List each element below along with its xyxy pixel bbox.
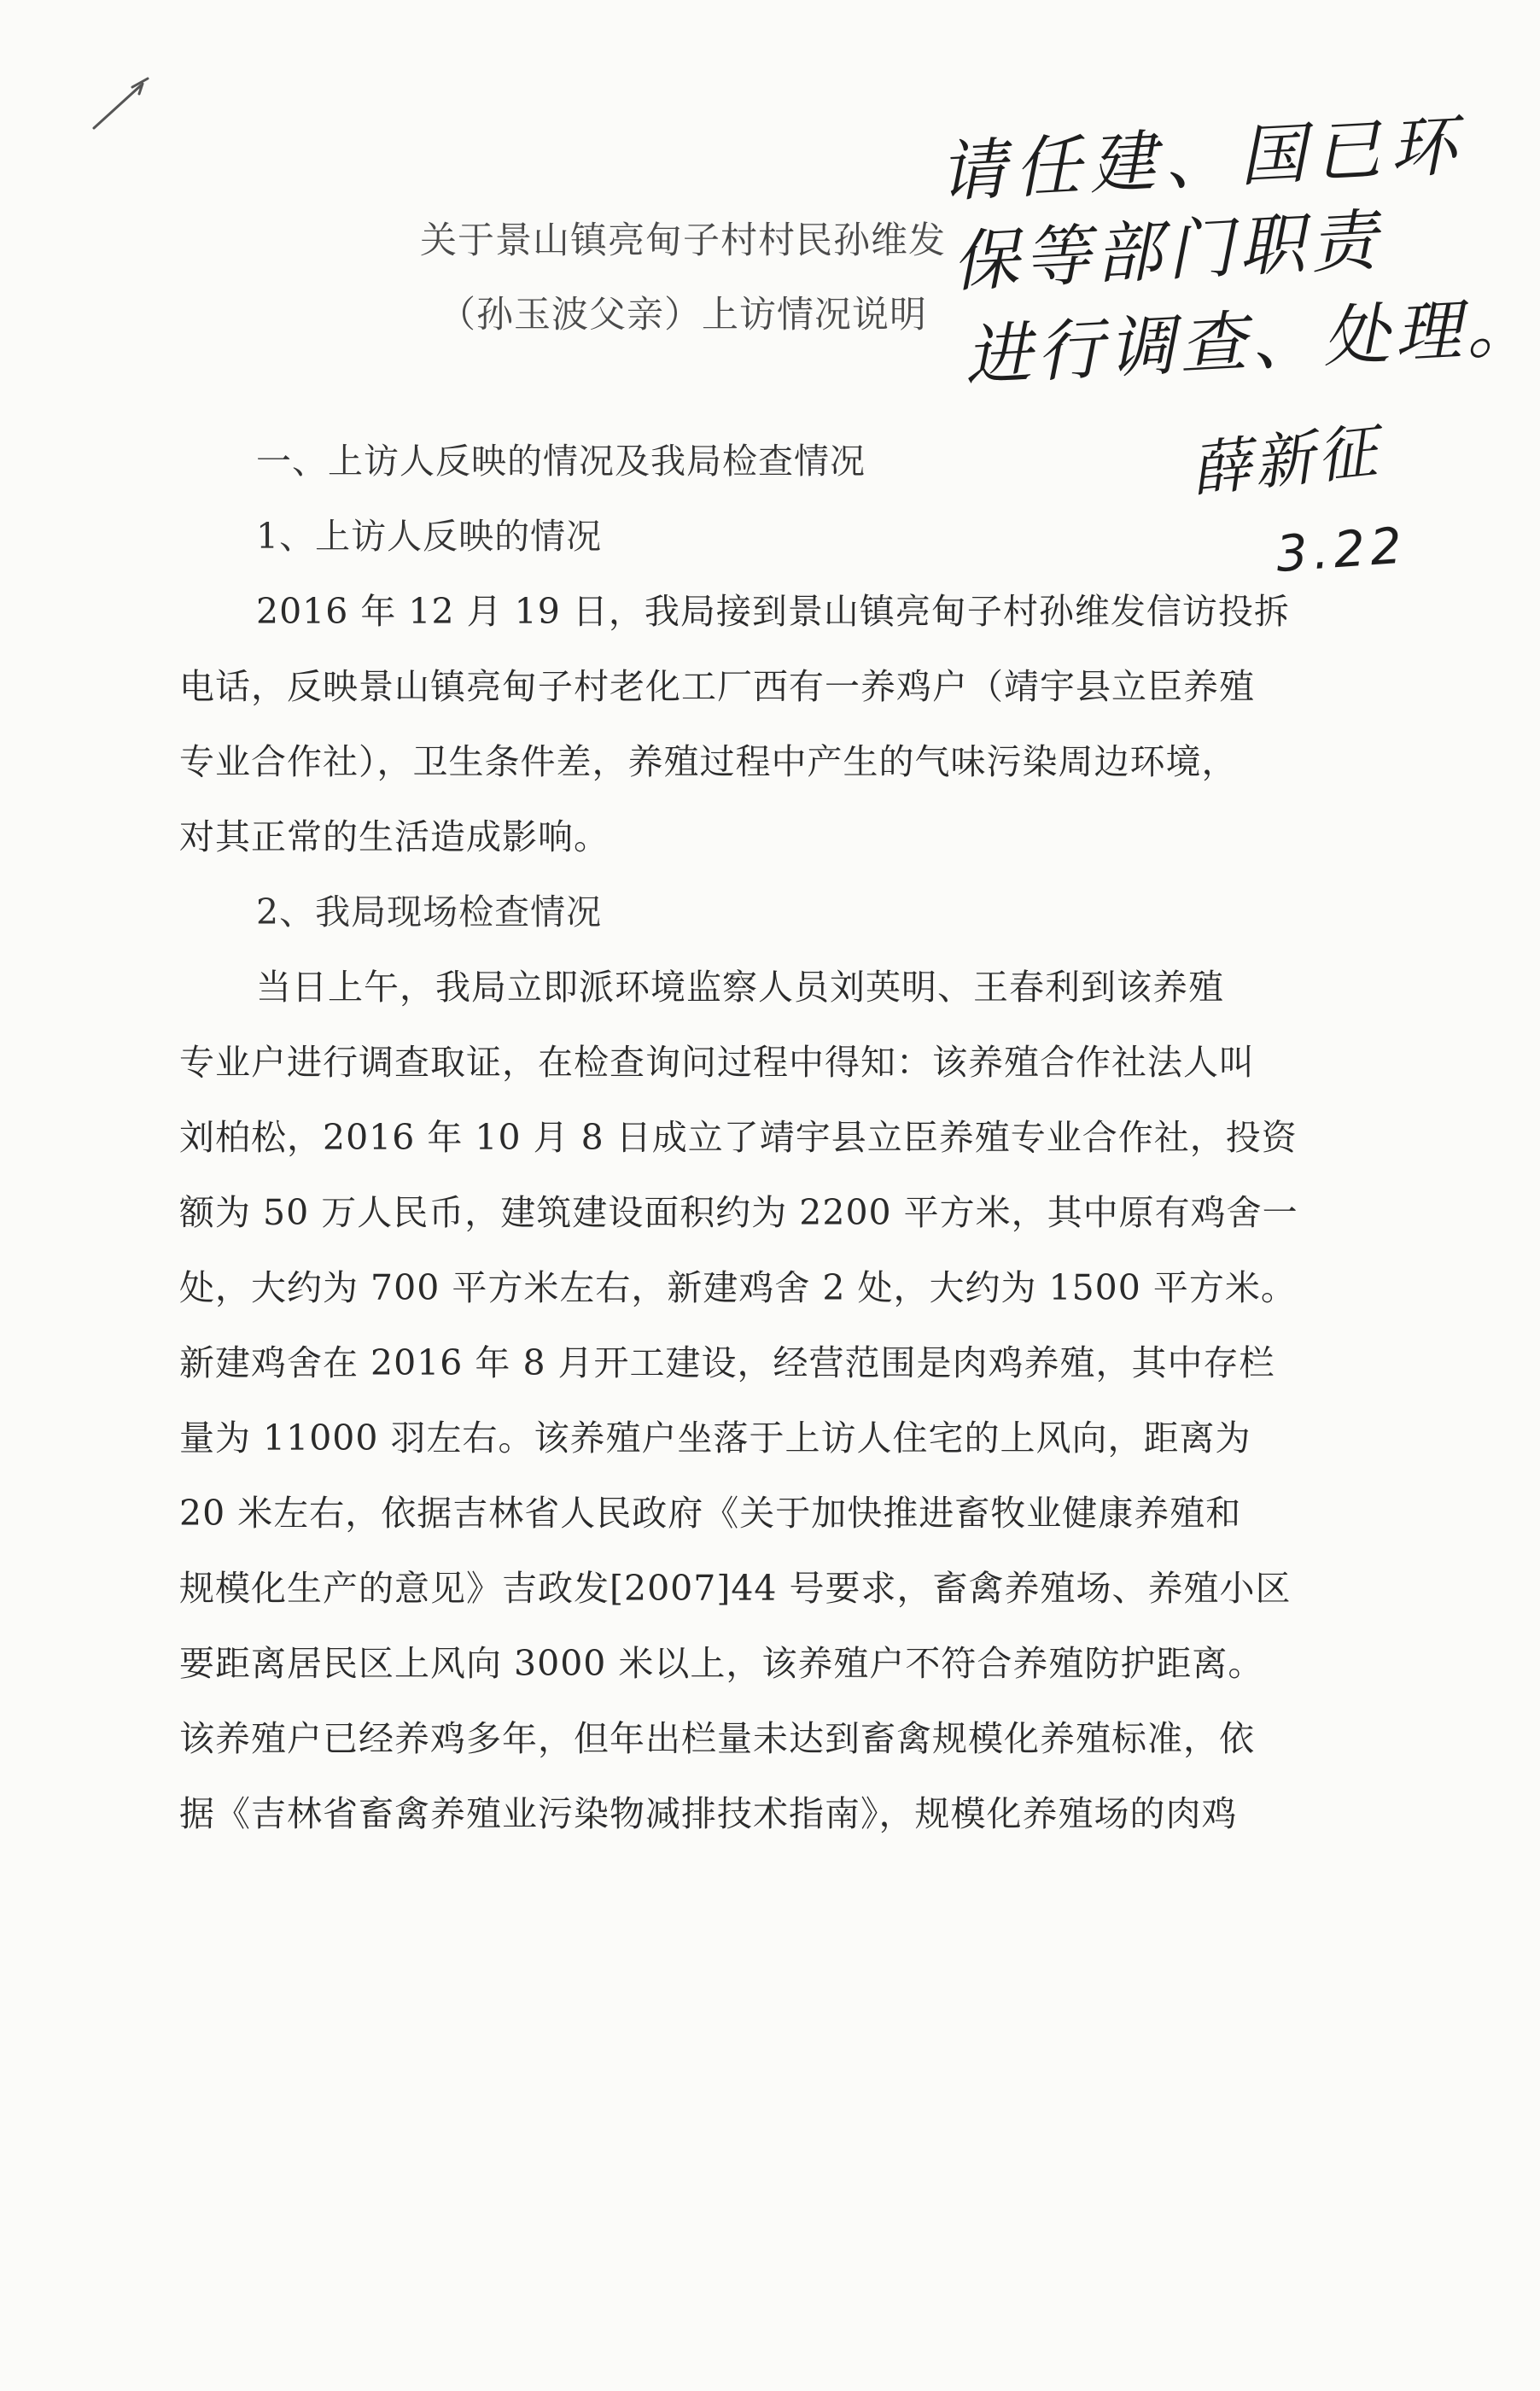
paragraph-1-line: 电话，反映景山镇亮甸子村老化工厂西有一养鸡户（靖宇县立臣养殖 <box>179 666 1255 707</box>
paragraph-2-line: 专业户进行调查取证，在检查询问过程中得知：该养殖合作社法人叫 <box>179 1042 1255 1083</box>
handwritten-signature: 薛新征 <box>1187 415 1384 506</box>
handwritten-instruction-line-3: 进行调查、处理。 <box>963 288 1540 395</box>
paragraph-1-line: 2016 年 12 月 19 日，我局接到景山镇亮甸子村孙维发信访投拆 <box>256 591 1290 632</box>
paragraph-1-line: 对其正常的生活造成影响。 <box>179 816 610 857</box>
paragraph-2-line: 新建鸡舍在 2016 年 8 月开工建设，经营范围是肉鸡养殖，其中存栏 <box>179 1342 1275 1383</box>
paragraph-2-line: 量为 11000 羽左右。该养殖户坐落于上访人住宅的上风向，距离为 <box>179 1418 1251 1459</box>
handwritten-instruction-line-2: 保等部门职责 <box>950 202 1385 301</box>
paragraph-2-line: 刘柏松，2016 年 10 月 8 日成立了靖宇县立臣养殖专业合作社，投资 <box>179 1117 1298 1158</box>
paragraph-2-line: 要距离居民区上风向 3000 米以上，该养殖户不符合养殖防护距离。 <box>179 1643 1264 1684</box>
handwritten-instruction-line-1: 请任建、国已环 <box>937 107 1467 212</box>
subsection-2-heading: 2、我局现场检查情况 <box>256 892 603 932</box>
subsection-1-heading: 1、上访人反映的情况 <box>256 516 603 557</box>
paragraph-2-line: 额为 50 万人民币，建筑建设面积约为 2200 平方米，其中原有鸡舍一 <box>179 1192 1298 1233</box>
paragraph-2-line: 处，大约为 700 平方米左右，新建鸡舍 2 处，大约为 1500 平方米。 <box>179 1267 1297 1308</box>
paragraph-2-line: 规模化生产的意见》吉政发[2007]44 号要求，畜禽养殖场、养殖小区 <box>179 1568 1292 1609</box>
section-1-heading: 一、上访人反映的情况及我局检查情况 <box>256 441 866 482</box>
pen-scribble-mark <box>81 68 158 145</box>
paragraph-2-line: 据《吉林省畜禽养殖业污染物减排技术指南》，规模化养殖场的肉鸡 <box>179 1793 1238 1834</box>
paragraph-2-line: 20 米左右，依据吉林省人民政府《关于加快推进畜牧业健康养殖和 <box>179 1493 1242 1534</box>
paragraph-1-line: 专业合作社），卫生条件差，养殖过程中产生的气味污染周边环境， <box>179 741 1238 782</box>
paragraph-2-line: 当日上午，我局立即派环境监察人员刘英明、王春利到该养殖 <box>256 967 1224 1008</box>
paragraph-2-line: 该养殖户已经养鸡多年，但年出栏量未达到畜禽规模化养殖标准，依 <box>179 1718 1255 1759</box>
document-title-line-1: 关于景山镇亮甸子村村民孙维发 <box>420 219 946 262</box>
handwritten-date: 3.22 <box>1274 516 1409 583</box>
document-title-line-2: （孙玉波父亲）上访情况说明 <box>439 294 927 336</box>
